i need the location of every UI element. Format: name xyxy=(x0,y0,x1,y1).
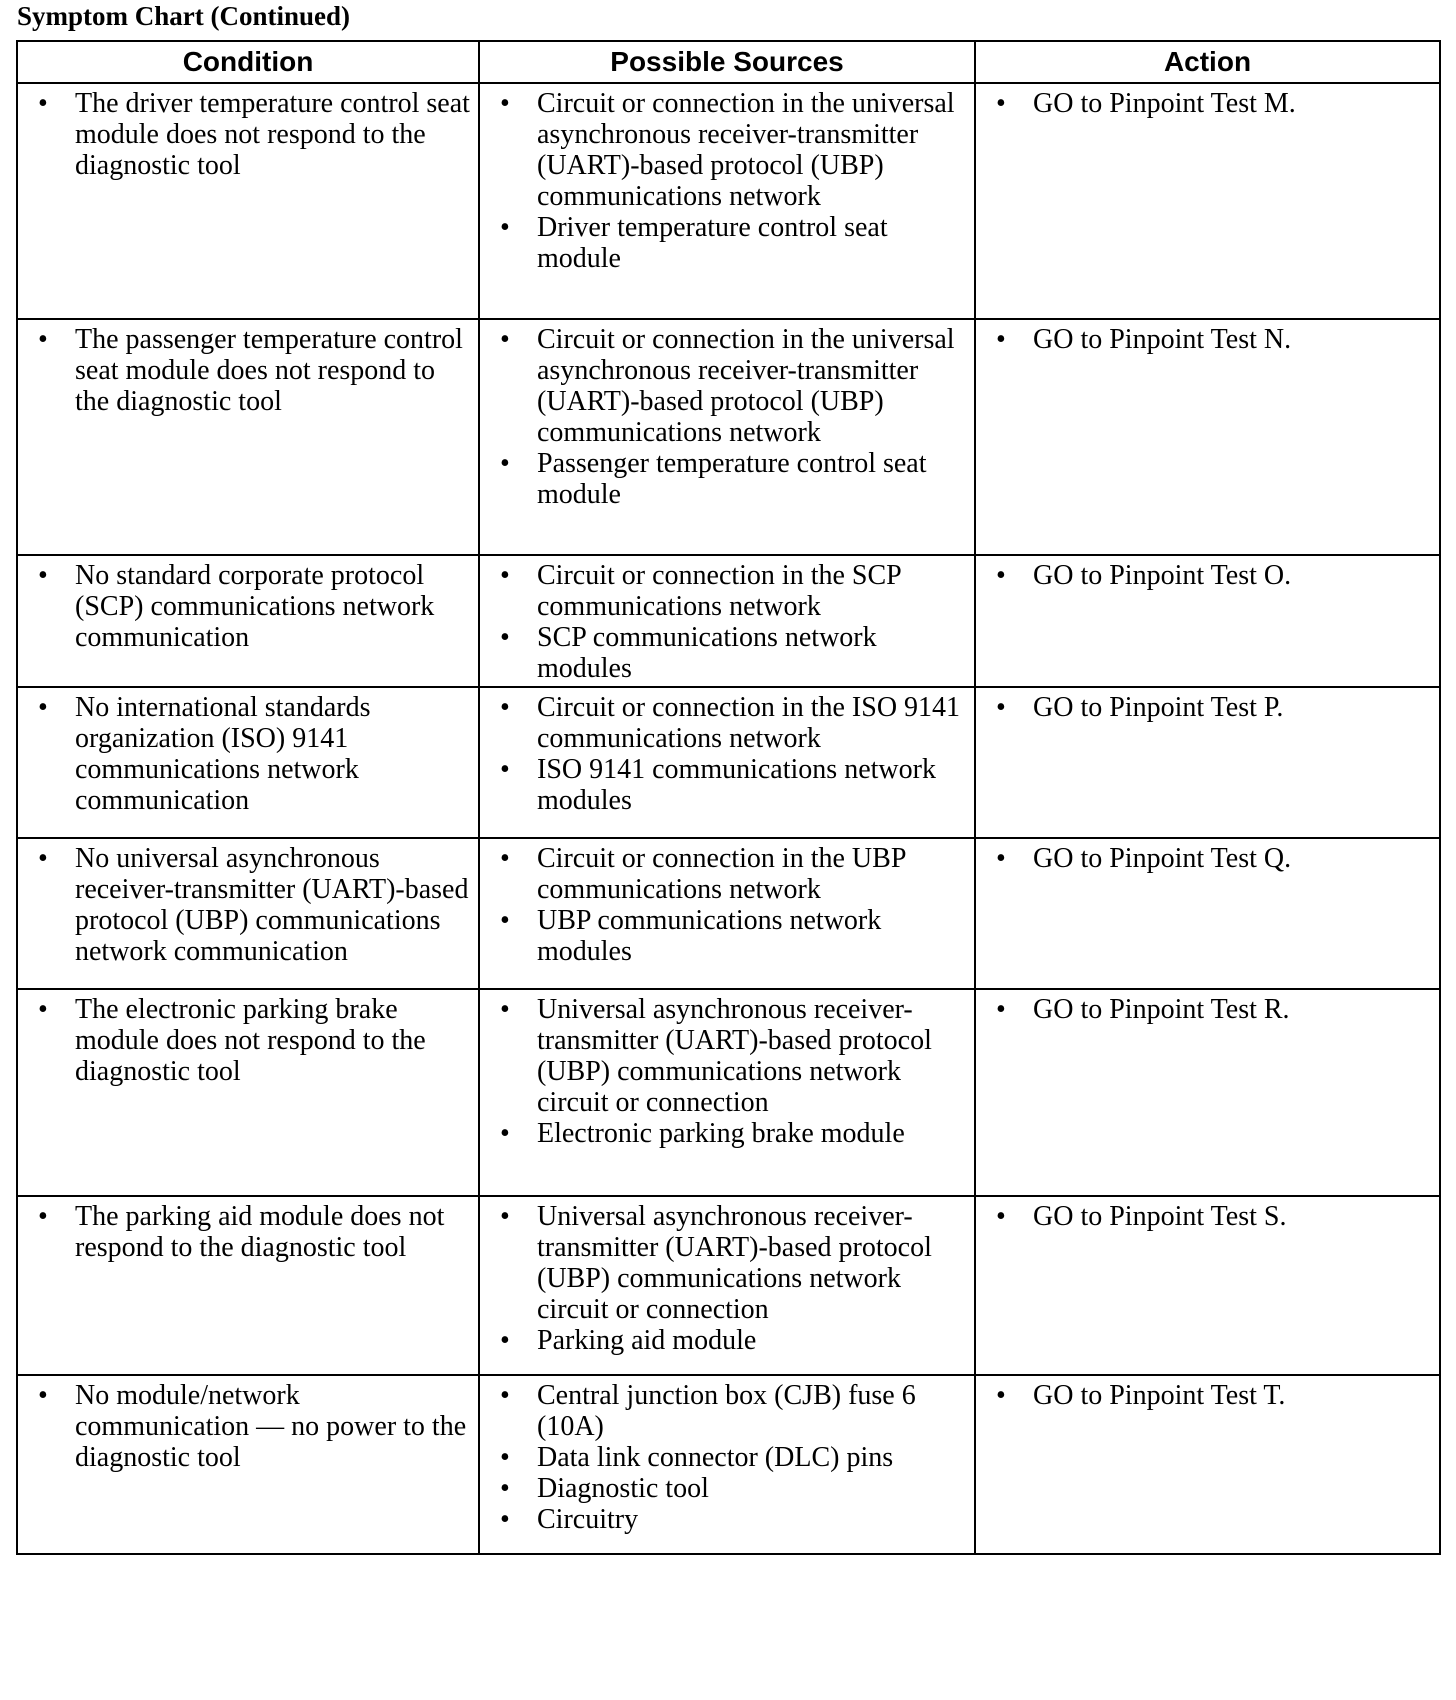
condition-list xyxy=(30,88,472,181)
condition-list xyxy=(30,994,472,1087)
table-row xyxy=(17,83,1440,319)
possible-sources-list xyxy=(492,692,968,816)
possible-sources-list xyxy=(492,1201,968,1356)
possible-sources-list xyxy=(492,88,968,274)
possible-sources-item: • Diagnostic tool xyxy=(492,1473,968,1504)
possible-sources-item: • ISO 9141 communications network modules xyxy=(492,754,968,816)
action-item: • GO to Pinpoint Test N. xyxy=(988,324,1433,355)
cell-possible-sources xyxy=(479,687,975,838)
condition-list xyxy=(30,843,472,967)
condition-item: • No international standards organization (ISO) 9141 communications network communication xyxy=(30,692,472,816)
cell-possible-sources xyxy=(479,319,975,555)
column-header-possible-sources: Possible Sources xyxy=(479,41,975,83)
cell-possible-sources xyxy=(479,1375,975,1554)
possible-sources-list xyxy=(492,843,968,967)
table-row xyxy=(17,1375,1440,1554)
possible-sources-item: • SCP communications network modules xyxy=(492,622,968,684)
condition-item: • No standard corporate protocol (SCP) communications network communication xyxy=(30,560,472,653)
table-row xyxy=(17,838,1440,989)
action-list xyxy=(988,1201,1433,1232)
possible-sources-item: • Circuit or connection in the UBP communications network xyxy=(492,843,968,905)
cell-action xyxy=(975,687,1440,838)
column-header-action: Action xyxy=(975,41,1440,83)
header-row xyxy=(17,41,1440,83)
possible-sources-item: • UBP communications network modules xyxy=(492,905,968,967)
cell-possible-sources xyxy=(479,1196,975,1375)
cell-possible-sources xyxy=(479,838,975,989)
action-item: • GO to Pinpoint Test P. xyxy=(988,692,1433,723)
cell-condition xyxy=(17,319,479,555)
condition-item: • The parking aid module does not respond to the diagnostic tool xyxy=(30,1201,472,1263)
condition-item: • The driver temperature control seat module does not respond to the diagnostic tool xyxy=(30,88,472,181)
cell-possible-sources xyxy=(479,555,975,687)
cell-action xyxy=(975,1196,1440,1375)
possible-sources-list xyxy=(492,1380,968,1535)
action-list xyxy=(988,560,1433,591)
action-list xyxy=(988,692,1433,723)
possible-sources-item: • Circuit or connection in the ISO 9141 communications network xyxy=(492,692,968,754)
table-body xyxy=(17,83,1440,1554)
possible-sources-item: • Passenger temperature control seat module xyxy=(492,448,968,510)
cell-action xyxy=(975,989,1440,1196)
symptom-chart-table xyxy=(16,40,1441,1555)
possible-sources-item: • Circuit or connection in the universal asynchronous receiver-transmitter (UART)-based protocol (UBP) communications network xyxy=(492,88,968,212)
action-item: • GO to Pinpoint Test O. xyxy=(988,560,1433,591)
cell-condition xyxy=(17,687,479,838)
table-row xyxy=(17,555,1440,687)
action-item: • GO to Pinpoint Test S. xyxy=(988,1201,1433,1232)
action-item: • GO to Pinpoint Test Q. xyxy=(988,843,1433,874)
possible-sources-item: • Circuit or connection in the SCP communications network xyxy=(492,560,968,622)
cell-condition xyxy=(17,989,479,1196)
condition-list xyxy=(30,1380,472,1473)
cell-action xyxy=(975,1375,1440,1554)
action-item: • GO to Pinpoint Test T. xyxy=(988,1380,1433,1411)
cell-condition xyxy=(17,555,479,687)
action-item: • GO to Pinpoint Test M. xyxy=(988,88,1433,119)
cell-condition xyxy=(17,838,479,989)
cell-action xyxy=(975,838,1440,989)
action-list xyxy=(988,843,1433,874)
condition-list xyxy=(30,692,472,816)
action-list xyxy=(988,1380,1433,1411)
condition-list xyxy=(30,560,472,653)
action-item: • GO to Pinpoint Test R. xyxy=(988,994,1433,1025)
possible-sources-item: • Data link connector (DLC) pins xyxy=(492,1442,968,1473)
cell-action xyxy=(975,555,1440,687)
possible-sources-item: • Circuitry xyxy=(492,1504,968,1535)
possible-sources-item: • Universal asynchronous receiver-transmitter (UART)-based protocol (UBP) communications network circuit or connection xyxy=(492,1201,968,1325)
possible-sources-list xyxy=(492,994,968,1149)
cell-condition xyxy=(17,1375,479,1554)
action-list xyxy=(988,994,1433,1025)
condition-item: • The passenger temperature control seat module does not respond to the diagnostic tool xyxy=(30,324,472,417)
table-row xyxy=(17,319,1440,555)
cell-action xyxy=(975,319,1440,555)
cell-possible-sources xyxy=(479,989,975,1196)
possible-sources-list xyxy=(492,560,968,684)
cell-condition xyxy=(17,83,479,319)
page-title: Symptom Chart (Continued) xyxy=(17,1,351,31)
table-row xyxy=(17,1196,1440,1375)
possible-sources-item: • Central junction box (CJB) fuse 6 (10A) xyxy=(492,1380,968,1442)
possible-sources-list xyxy=(492,324,968,510)
action-list xyxy=(988,88,1433,119)
condition-item: • No universal asynchronous receiver-transmitter (UART)-based protocol (UBP) communications network communication xyxy=(30,843,472,967)
condition-list xyxy=(30,1201,472,1263)
condition-list xyxy=(30,324,472,417)
table-row xyxy=(17,687,1440,838)
possible-sources-item: • Electronic parking brake module xyxy=(492,1118,968,1149)
table-row xyxy=(17,989,1440,1196)
condition-item: • No module/network communication — no power to the diagnostic tool xyxy=(30,1380,472,1473)
action-list xyxy=(988,324,1433,355)
cell-condition xyxy=(17,1196,479,1375)
possible-sources-item: • Driver temperature control seat module xyxy=(492,212,968,274)
cell-action xyxy=(975,83,1440,319)
cell-possible-sources xyxy=(479,83,975,319)
possible-sources-item: • Circuit or connection in the universal asynchronous receiver-transmitter (UART)-based protocol (UBP) communications network xyxy=(492,324,968,448)
possible-sources-item: • Universal asynchronous receiver-transmitter (UART)-based protocol (UBP) communications network circuit or connection xyxy=(492,994,968,1118)
column-header-condition: Condition xyxy=(17,41,479,83)
possible-sources-item: • Parking aid module xyxy=(492,1325,968,1356)
condition-item: • The electronic parking brake module does not respond to the diagnostic tool xyxy=(30,994,472,1087)
